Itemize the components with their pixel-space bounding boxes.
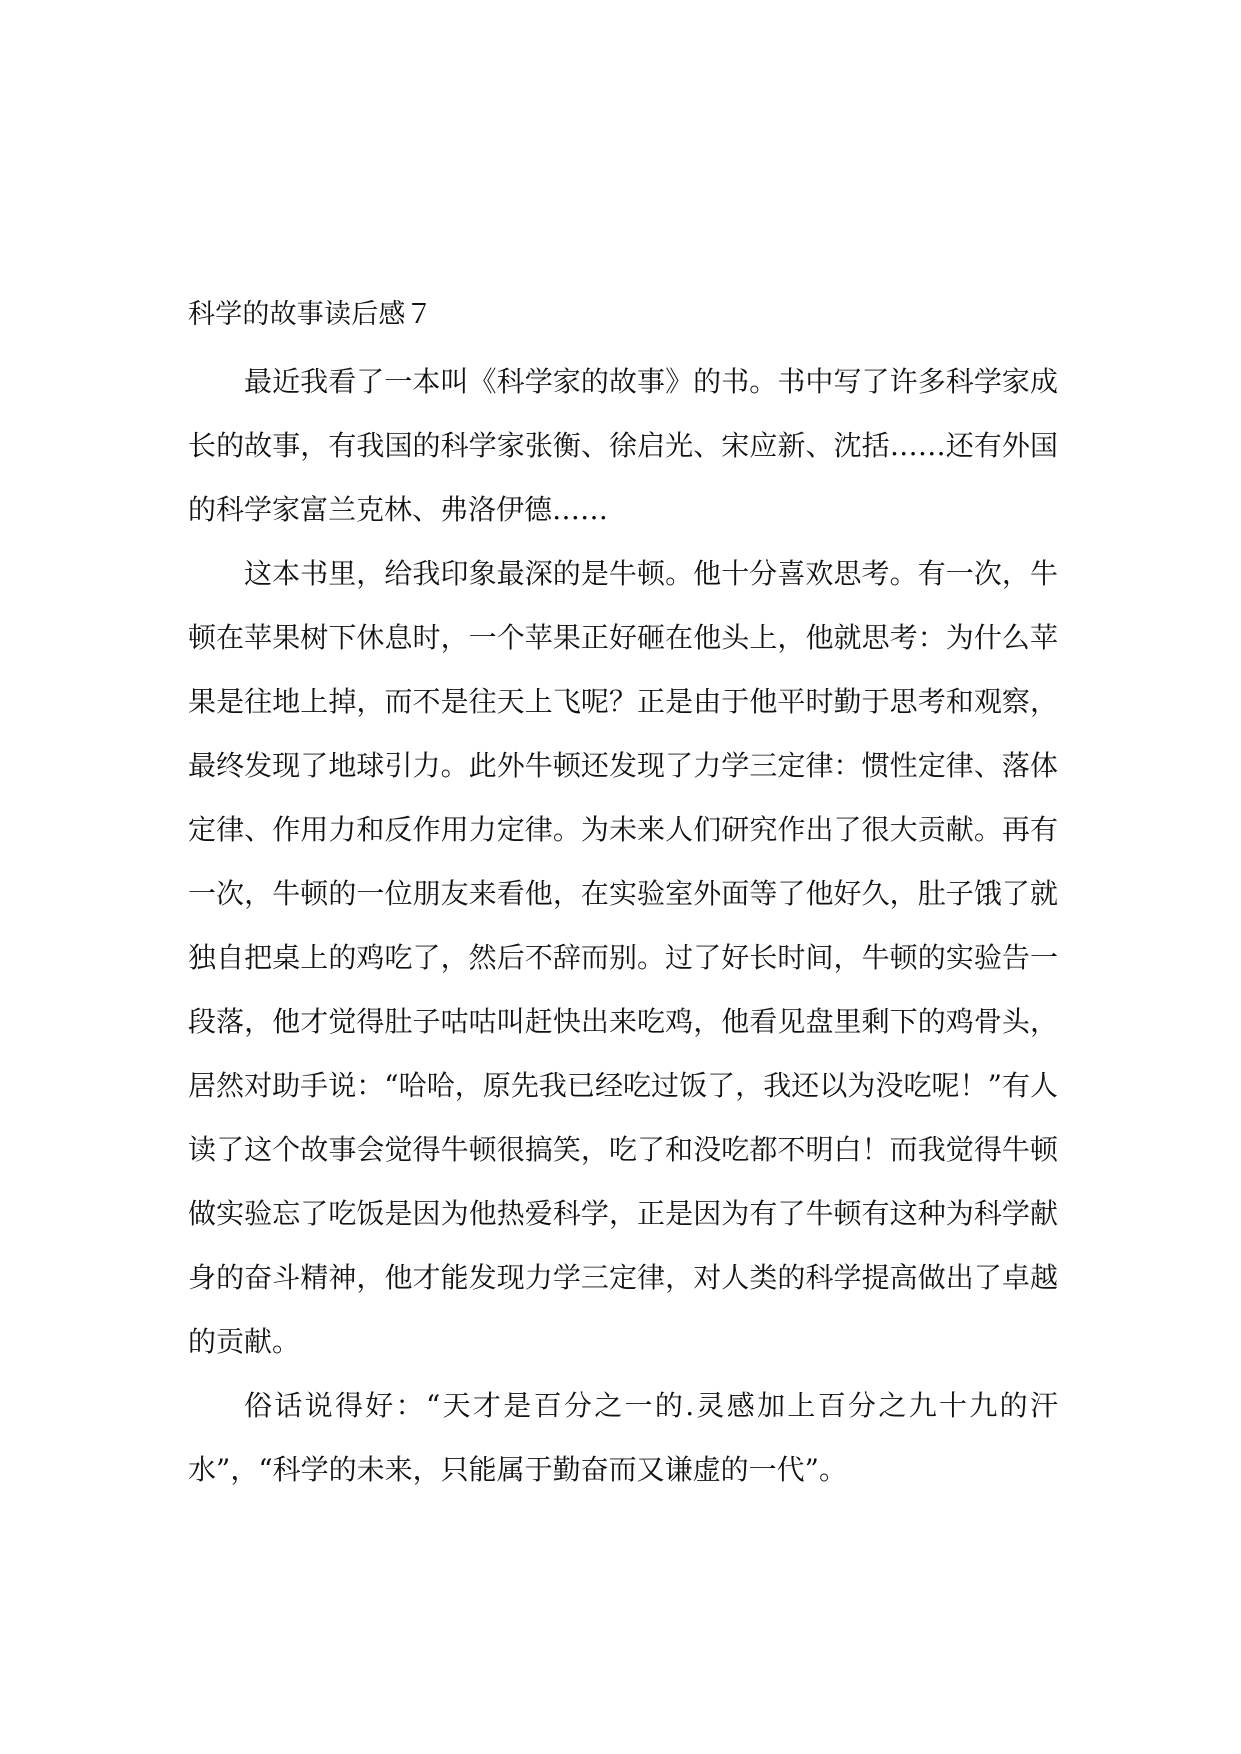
paragraph-saying: 俗话说得好：“天才是百分之一的.灵感加上百分之九十九的汗水”，“科学的未来，只能属于勤奋而又谦虚的一代”。 [188,1389,1058,1486]
document-title: 科学的故事读后感７ [188,299,433,330]
paragraph-newton: 这本书里，给我印象最深的是牛顿。他十分喜欢思考。有一次，牛顿在苹果树下休息时，一个苹果正好砸在他头上，他就思考：为什么苹果是往地上掉，而不是往天上飞呢？正是由于他平时勤于思考和观察，最终发现了地球引力。此外牛顿还发现了力学三定律：惯性定律、落体定律、作用力和反作用力定律。为未来人们研究作出了很大贡献。再有一次，牛顿的一位朋友来看他，在实验室外面等了他好久，肚子饿了就独自把桌上的鸡吃了，然后不辞而别。过了好长时间，牛顿的实验告一段落，他才觉得肚子咕咕叫赶快出来吃鸡，他看见盘里剩下的鸡骨头，居然对助手说：“哈哈，原先我已经吃过饭了，我还以为没吃呢！”有人读了这个故事会觉得牛顿很搞笑，吃了和没吃都不明白！而我觉得牛顿做实验忘了吃饭是因为他热爱科学，正是因为有了牛顿有这种为科学献身的奋斗精神，他才能发现力学三定律，对人类的科学提高做出了卓越的贡献。 [188,557,1058,1358]
document-body [188,350,1058,1502]
paragraph-intro: 最近我看了一本叫《科学家的故事》的书。书中写了许多科学家成长的故事，有我国的科学家张衡、徐启光、宋应新、沈括……还有外国的科学家富兰克林、弗洛伊德…… [188,365,1058,526]
